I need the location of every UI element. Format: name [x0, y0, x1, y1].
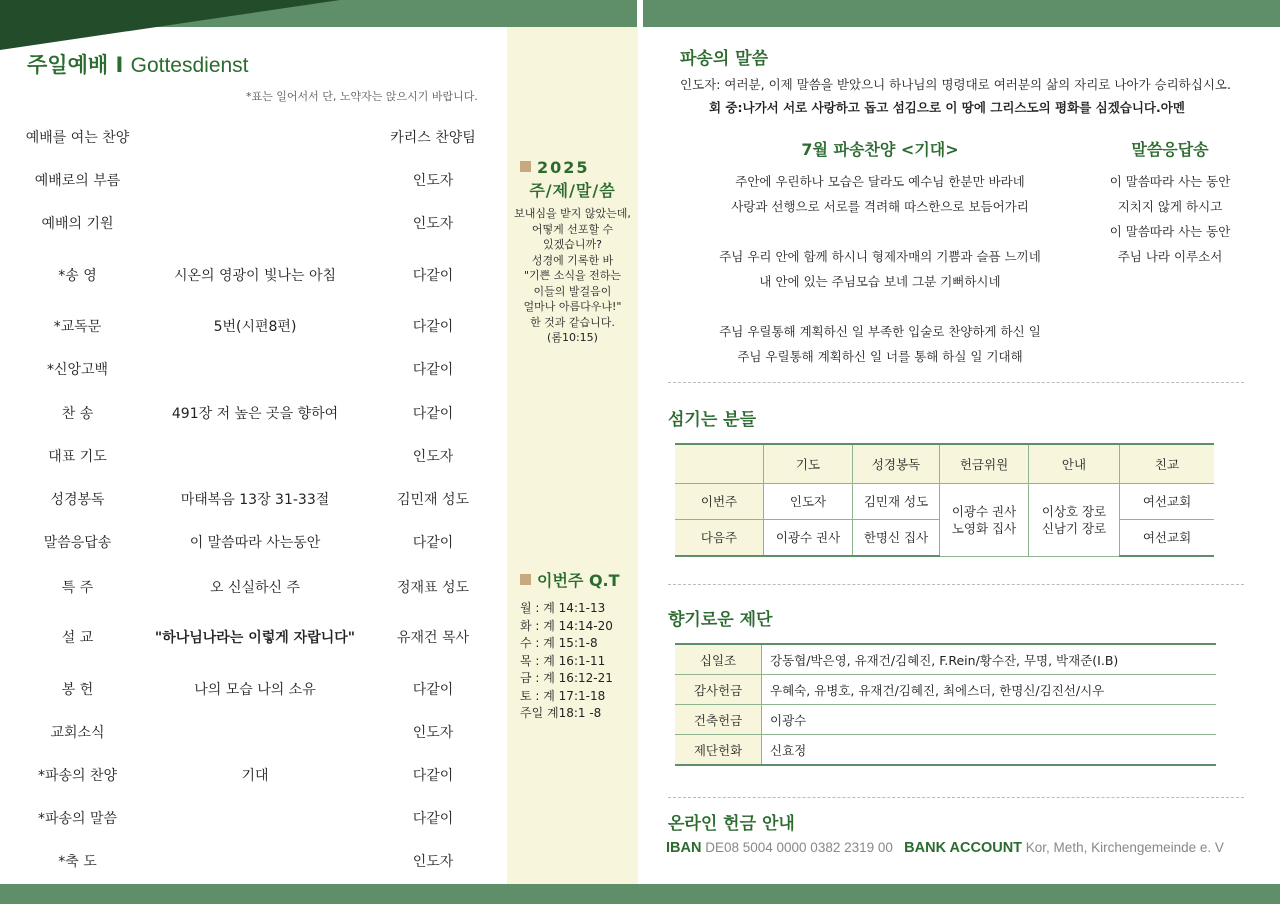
order-leader: 정재표 성도 [396, 580, 470, 596]
offering-label: 십일조 [675, 644, 762, 675]
verse-line: 보내심을 받지 않았는데, [514, 207, 631, 220]
order-item: 교회소식 [50, 725, 105, 741]
offering-row [675, 705, 1216, 735]
servers-prayer-this: 인도자 [764, 484, 853, 520]
order-content: 마태복음 13장 31-33절 [180, 492, 330, 508]
order-item: 예배를 여는 찬양 [25, 130, 130, 146]
servers-corner-cell [675, 444, 764, 484]
servers-offering-cell: 이광수 권사 노영화 집사 [940, 484, 1029, 557]
order-leader: 다같이 [412, 768, 454, 784]
worship-order-row [0, 627, 505, 649]
offering-names: 이광수 [762, 705, 1217, 735]
offerings-heading: 향기로운 제단 [668, 610, 773, 630]
order-item: *축 도 [58, 854, 97, 870]
order-leader: 인도자 [412, 854, 454, 870]
song-title: 7월 파송찬양 <기대> [801, 140, 959, 159]
offering-label: 제단헌화 [675, 735, 762, 766]
order-leader: 인도자 [412, 216, 454, 232]
worship-order-row [0, 532, 505, 554]
song-lyric-line [670, 222, 1090, 247]
order-leader: 다같이 [412, 268, 454, 284]
divider [668, 584, 1244, 585]
order-item: 예배의 기원 [41, 216, 114, 232]
worship-title [27, 49, 249, 79]
worship-order-row [0, 316, 505, 338]
order-item: *교독문 [53, 319, 102, 335]
sending-congregation-line: 회 중:나가서 서로 사랑하고 돕고 섬김으로 이 땅에 그리스도의 평화를 심겠습니다.아멘 [709, 100, 1185, 115]
qt-item: 월 : 계 14:1-13 [520, 601, 606, 615]
order-content: 시온의 영광이 빛나는 아침 [173, 268, 337, 284]
bank-account-label: BANK ACCOUNT [904, 840, 1023, 856]
order-content: 5번(시편8편) [213, 319, 297, 335]
square-bullet-icon [520, 161, 531, 172]
servers-header-row [675, 444, 1214, 484]
servers-heading: 섬기는 분들 [668, 410, 757, 430]
worship-order-row [0, 722, 505, 744]
theme-verse [507, 206, 638, 346]
servers-table [675, 443, 1214, 557]
order-leader: 다같이 [412, 319, 454, 335]
worship-order-row [0, 765, 505, 787]
servers-row-this-week [675, 484, 1214, 520]
theme-heading-year: 2025 [520, 158, 590, 177]
order-leader: 카리스 찬양팀 [390, 130, 476, 146]
worship-order-row [0, 446, 505, 468]
order-content: 기대 [241, 768, 269, 784]
verse-line: (롬10:15) [547, 331, 598, 344]
offering-label: 감사헌금 [675, 675, 762, 705]
bank-info [666, 840, 1224, 856]
worship-order-row [0, 403, 505, 425]
order-leader: 다같이 [412, 535, 454, 551]
song-lyric-line: 내 안에 있는 주님모습 보네 그분 기뻐하시네 [759, 274, 1001, 289]
servers-prayer-next: 이광수 권사 [764, 520, 853, 557]
order-leader: 다같이 [412, 362, 454, 378]
qt-item: 화 : 계 14:14-20 [520, 618, 613, 633]
verse-line: 성경에 기록한 바 [531, 253, 614, 267]
offering-row [675, 735, 1216, 766]
servers-fellowship-this: 여선교회 [1120, 484, 1215, 520]
verse-line: 얼마나 아름다우냐!" [523, 300, 622, 313]
verse-line: 있겠습니까? [543, 238, 602, 251]
song-lyric-line [670, 297, 1090, 322]
song-lyrics [670, 172, 1090, 372]
qt-item: 토 : 계 17:1-18 [520, 688, 606, 703]
worship-order-row [0, 170, 505, 192]
response-lyric-line: 이 말씀따라 사는 동안 [1109, 174, 1231, 189]
order-item: 말씀응답송 [43, 535, 112, 551]
servers-col-usher: 안내 [1029, 444, 1120, 484]
order-item: 성경봉독 [50, 492, 105, 508]
servers-reading-this: 김민재 성도 [853, 484, 940, 520]
offering-names: 강동협/박은영, 유재건/김혜진, F.Rein/황수잔, 무명, 박재준(I.B) [762, 644, 1217, 675]
order-leader: 다같이 [412, 406, 454, 422]
order-item: *송 영 [58, 268, 97, 284]
bottom-bar [0, 884, 1280, 904]
order-item: 봉 헌 [61, 682, 94, 698]
qt-item: 금 : 계 16:12-21 [520, 671, 613, 685]
offering-row [675, 675, 1216, 705]
verse-line: 어떻게 선포할 수 [531, 222, 614, 236]
order-item: 찬 송 [61, 406, 94, 422]
worship-order-row [0, 489, 505, 511]
iban-label: IBAN [666, 840, 702, 856]
order-leader: 유재건 목사 [396, 630, 470, 646]
order-content: 이 말씀따라 사는동안 [189, 535, 321, 551]
theme-heading-title: 주/제/말/씀 [529, 181, 616, 200]
verse-line: "기쁜 소식을 전하는 [523, 269, 622, 282]
worship-order-row [0, 265, 505, 287]
worship-order-row [0, 851, 505, 873]
worship-title-sep: I [115, 53, 124, 77]
song-lyric-line: 주안에 우린하나 모습은 달라도 예수님 한분만 바라네 [735, 174, 1025, 189]
servers-fellowship-next: 여선교회 [1120, 520, 1215, 557]
verse-line: 한 것과 같습니다. [530, 315, 615, 329]
order-item: *파송의 찬양 [37, 768, 118, 784]
worship-title-de: Gottesdienst [130, 54, 249, 77]
order-leader: 인도자 [412, 449, 454, 465]
song-lyric-line: 주님 우릴통해 계획하신 일 부족한 입술로 찬양하게 하신 일 [719, 324, 1041, 339]
qt-list [520, 600, 613, 723]
response-song-lyrics [1080, 172, 1260, 272]
response-lyric-line: 지치지 않게 하시고 [1117, 199, 1223, 214]
worship-order-row [0, 808, 505, 830]
order-content: 491장 저 높은 곳을 향하여 [171, 406, 339, 422]
offering-label: 건축헌금 [675, 705, 762, 735]
worship-order-row [0, 359, 505, 381]
offering-row [675, 644, 1216, 675]
response-lyric-line: 이 말씀따라 사는 동안 [1109, 224, 1231, 239]
order-leader: 김민재 성도 [396, 492, 470, 508]
iban-value: DE08 5004 0000 0382 2319 00 [705, 840, 893, 855]
order-item: *파송의 말씀 [37, 811, 118, 827]
servers-col-prayer: 기도 [764, 444, 853, 484]
qt-heading: 이번주 Q.T [520, 568, 620, 591]
worship-order-row [0, 577, 505, 599]
worship-order-row [0, 213, 505, 235]
order-item: 대표 기도 [48, 449, 107, 465]
sending-leader-line: 인도자: 여러분, 이제 말씀을 받았으니 하나님의 명령대로 여러분의 삶의 자리로 나아가 승리하십시오. [680, 77, 1231, 92]
middle-column [507, 27, 638, 884]
servers-next-week-label: 다음주 [675, 520, 764, 557]
response-lyric-line: 주님 나라 이루소서 [1117, 249, 1223, 264]
servers-usher-cell: 이상호 장로 신남기 장로 [1029, 484, 1120, 557]
song-lyric-line: 사랑과 선행으로 서로를 격려해 따스한으로 보듬어가리 [731, 199, 1029, 214]
song-lyric-line: 주님 우리 안에 함께 하시니 형제자매의 기쁨과 슬픔 느끼네 [719, 249, 1041, 264]
offering-names: 신효정 [762, 735, 1217, 766]
qt-item: 주일 계18:1 -8 [520, 706, 602, 720]
qt-item: 수 : 계 15:1-8 [520, 636, 598, 650]
order-leader: 다같이 [412, 811, 454, 827]
song-lyric-line: 주님 우릴통해 계획하신 일 너를 통해 하실 일 기대해 [737, 349, 1023, 364]
worship-order-row [0, 127, 505, 149]
standing-note: *표는 일어서서 단, 노약자는 앉으시기 바랍니다. [246, 90, 478, 103]
square-bullet-icon [520, 574, 531, 585]
order-item: 특 주 [61, 580, 94, 596]
verse-line: 이들의 발걸음이 [533, 284, 612, 298]
order-content: "하나님나라는 이렇게 자랍니다" [154, 630, 356, 646]
order-item: *신앙고백 [46, 362, 109, 378]
response-song-title: 말씀응답송 [1131, 140, 1209, 159]
order-content: 오 신실하신 주 [209, 580, 301, 596]
worship-title-ko: 주일예배 [27, 53, 109, 77]
bank-account-value: Kor, Meth, Kirchengemeinde e. V [1025, 840, 1224, 855]
offering-names: 우혜숙, 유병호, 유재건/김혜진, 최에스더, 한명신/김진선/시우 [762, 675, 1217, 705]
order-content: 나의 모습 나의 소유 [194, 682, 316, 698]
servers-col-offering: 헌금위원 [940, 444, 1029, 484]
order-item: 설 교 [61, 630, 94, 646]
servers-this-week-label: 이번주 [675, 484, 764, 520]
offerings-table [675, 643, 1216, 766]
online-heading: 온라인 헌금 안내 [668, 814, 795, 834]
top-bar-right [643, 0, 1280, 27]
worship-order-row [0, 679, 505, 701]
divider [668, 797, 1244, 798]
order-leader: 인도자 [412, 725, 454, 741]
divider [668, 382, 1244, 383]
order-leader: 인도자 [412, 173, 454, 189]
servers-col-reading: 성경봉독 [853, 444, 940, 484]
order-leader: 다같이 [412, 682, 454, 698]
qt-item: 목 : 계 16:1-11 [520, 653, 606, 668]
sending-heading: 파송의 말씀 [680, 49, 769, 69]
order-item: 예배로의 부름 [34, 173, 121, 189]
servers-reading-next: 한명신 집사 [853, 520, 940, 557]
servers-col-fellowship: 친교 [1120, 444, 1215, 484]
